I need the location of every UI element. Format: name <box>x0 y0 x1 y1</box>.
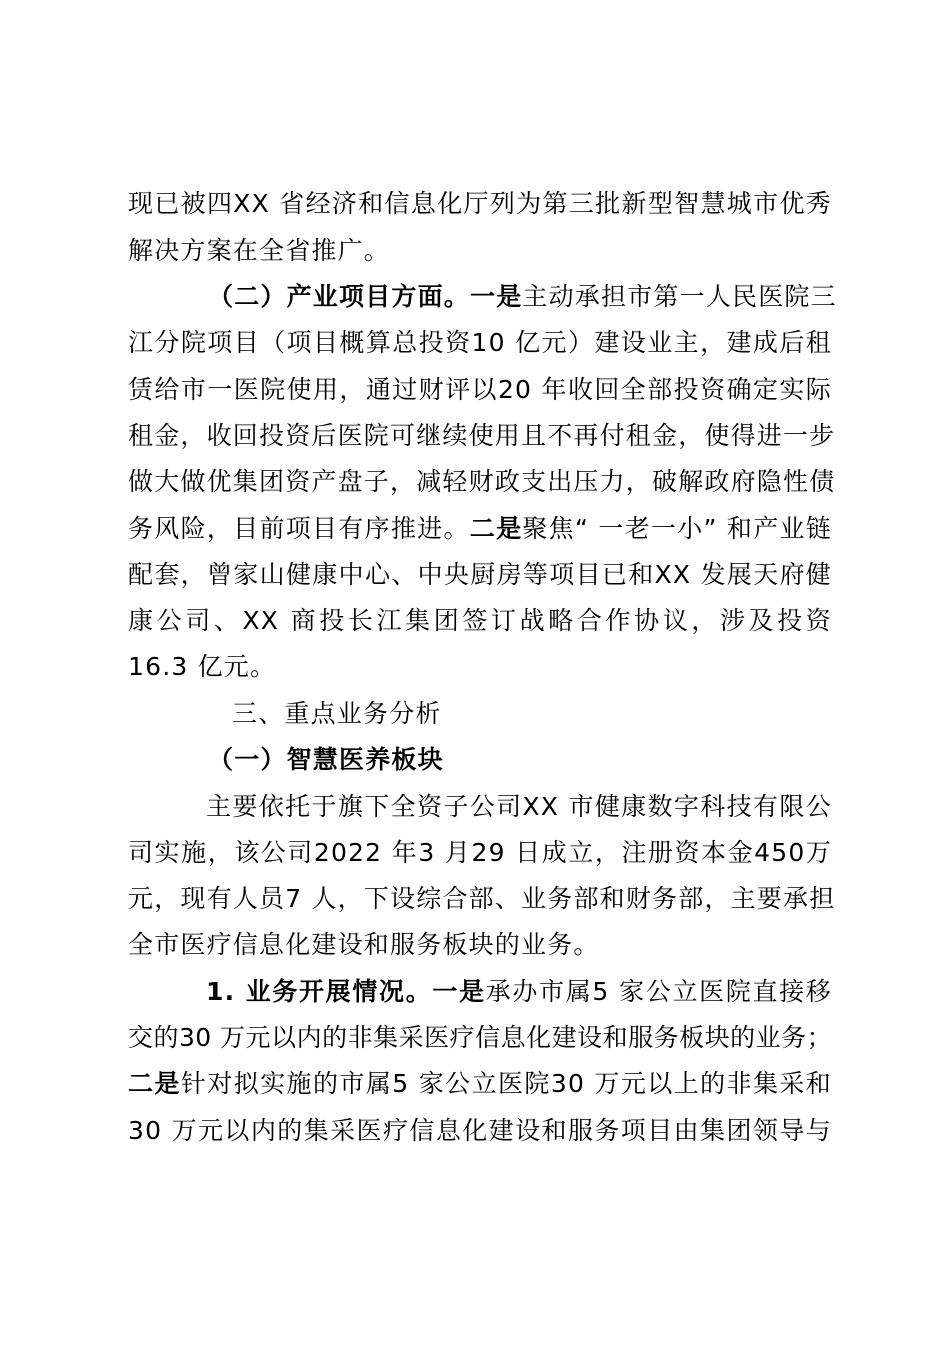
text-run: 江分院项目（项目概算总投资10 亿元）建设业主，建成后租 <box>128 328 832 357</box>
text-line <box>128 1064 832 1104</box>
text-run: 元，现有人员7 人，下设综合部、业务部和财务部，主要承担 <box>128 884 836 913</box>
text-line <box>128 462 836 502</box>
text-run: 全市医疗信息化建设和服务板块的业务。 <box>128 930 600 959</box>
text-line <box>128 833 832 873</box>
text-line <box>128 184 832 224</box>
section-heading <box>232 694 832 734</box>
text-run: 承办市属5 家公立医院直接移 <box>485 977 832 1006</box>
text-run: 交的30 万元以内的非集采医疗信息化建设和服务板块的业务； <box>128 1023 832 1052</box>
text-line <box>128 879 836 919</box>
text-run: 主动承担市第一人民医院三 <box>522 282 837 311</box>
text-line <box>128 416 836 456</box>
text-line <box>128 647 832 687</box>
text-run: 配套，曾家山健康中心、中央厨房等项目已和XX 发展天府健 <box>128 560 832 589</box>
text-run: 针对拟实施的市属5 家公立医院30 万元以上的非集采和 <box>180 1069 833 1098</box>
emphasis-marker: 一是 <box>432 977 486 1006</box>
text-run: 解决方案在全省推广。 <box>128 236 391 265</box>
text-line <box>128 231 832 271</box>
text-run: 现已被四XX 省经济和信息化厅列为第三批新型智慧城市优秀 <box>128 189 832 218</box>
section-title: 三、重点业务分析 <box>232 699 442 728</box>
emphasis-marker: 二是 <box>128 1069 181 1098</box>
text-line <box>128 1111 832 1151</box>
subheading-line <box>208 277 837 317</box>
text-run: 16.3 亿元。 <box>128 652 277 681</box>
numbered-heading-title: 1. 业务开展情况。 <box>206 977 433 1006</box>
numbered-heading-line <box>206 972 832 1012</box>
text-line <box>128 509 832 549</box>
text-line <box>128 925 832 965</box>
subheading-title: （二）产业项目方面。 <box>208 282 471 311</box>
text-run: 赁给市一医院使用，通过财评以20 年收回全部投资确定实际 <box>128 375 832 404</box>
text-line <box>128 601 832 641</box>
text-line <box>128 323 832 363</box>
text-line <box>128 1018 832 1058</box>
text-run: 司实施，该公司2022 年3 月29 日成立，注册资本金450万 <box>128 838 832 867</box>
text-line <box>128 555 832 595</box>
text-run: 租金，收回投资后医院可继续使用且不再付租金，使得进一步 <box>128 421 836 450</box>
text-line <box>128 370 832 410</box>
text-run: 聚焦“ 一老一小” 和产业链 <box>522 514 832 543</box>
emphasis-marker: 二是 <box>469 514 523 543</box>
text-line <box>206 787 832 827</box>
subheading-title: （一）智慧医养板块 <box>208 745 444 774</box>
subheading-line <box>208 740 832 780</box>
text-run: 务风险，目前项目有序推进。 <box>128 514 470 543</box>
emphasis-marker: 一是 <box>470 282 523 311</box>
text-run: 主要依托于旗下全资子公司XX 市健康数字科技有限公 <box>206 792 832 821</box>
text-run: 康公司、XX 商投长江集团签订战略合作协议，涉及投资 <box>128 606 832 635</box>
text-run: 做大做优集团资产盘子，减轻财政支出压力，破解政府隐性债 <box>128 467 836 496</box>
text-run: 30 万元以内的集采医疗信息化建设和服务项目由集团领导与 <box>128 1116 832 1145</box>
